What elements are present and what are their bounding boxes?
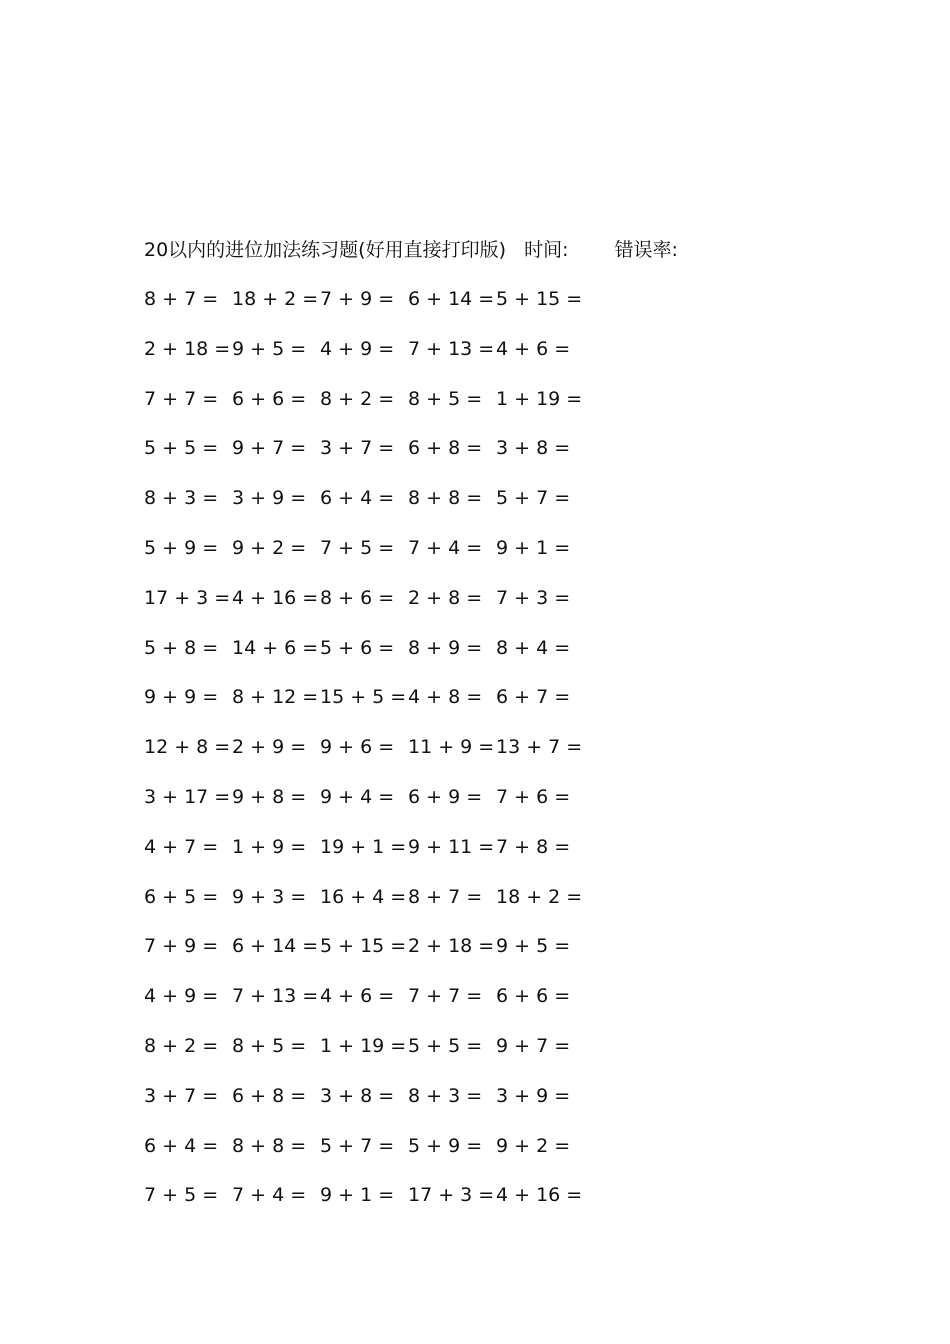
problem-cell: 7 + 13 = xyxy=(408,337,495,360)
problem-cell: 4 + 6 = xyxy=(496,337,571,360)
problem-cell: 7 + 5 = xyxy=(144,1184,219,1207)
problem-cell: 2 + 9 = xyxy=(232,736,307,759)
problem-cell: 4 + 9 = xyxy=(320,337,395,360)
problem-cell: 9 + 9 = xyxy=(144,686,219,709)
problem-cell: 5 + 7 = xyxy=(496,487,571,510)
problem-cell: 5 + 5 = xyxy=(144,437,219,460)
problem-cell: 18 + 2 = xyxy=(232,288,319,310)
problem-cell: 4 + 7 = xyxy=(144,835,219,858)
problem-cell: 9 + 3 = xyxy=(232,885,307,908)
problem-cell: 6 + 9 = xyxy=(408,785,483,808)
problem-cell: 1 + 9 = xyxy=(232,835,307,858)
problem-cell: 4 + 16 = xyxy=(496,1184,583,1207)
problem-cell: 9 + 1 = xyxy=(496,536,571,559)
problem-cell: 3 + 8 = xyxy=(496,437,571,460)
problem-cell: 8 + 2 = xyxy=(320,387,395,410)
problem-cell: 4 + 9 = xyxy=(144,985,219,1008)
problem-cell: 9 + 5 = xyxy=(232,337,307,360)
problem-cell: 7 + 8 = xyxy=(496,835,571,858)
problem-cell: 16 + 4 = xyxy=(320,885,407,908)
problem-cell: 3 + 7 = xyxy=(320,437,395,460)
problem-cell: 7 + 9 = xyxy=(144,935,219,958)
problem-cell: 6 + 7 = xyxy=(496,686,571,709)
problem-cell: 17 + 3 = xyxy=(408,1184,495,1207)
problem-row xyxy=(144,733,604,783)
problem-cell: 9 + 7 = xyxy=(232,437,307,460)
problem-row xyxy=(144,434,604,484)
problem-cell: 7 + 13 = xyxy=(232,985,319,1008)
problem-cell: 9 + 1 = xyxy=(320,1184,395,1207)
problem-cell: 8 + 12 = xyxy=(232,686,319,709)
problem-cell: 9 + 5 = xyxy=(496,935,571,958)
problem-cell: 5 + 15 = xyxy=(496,288,583,310)
problem-cell: 5 + 5 = xyxy=(408,1034,483,1057)
problem-cell: 4 + 16 = xyxy=(232,586,319,609)
problem-cell: 9 + 6 = xyxy=(320,736,395,759)
problem-cell: 1 + 19 = xyxy=(496,387,583,410)
problem-cell: 4 + 6 = xyxy=(320,985,395,1008)
problem-row xyxy=(144,833,604,883)
problem-row xyxy=(144,1181,604,1231)
problem-cell: 3 + 9 = xyxy=(496,1084,571,1107)
problem-cell: 15 + 5 = xyxy=(320,686,407,709)
problem-cell: 6 + 5 = xyxy=(144,885,219,908)
problem-row xyxy=(144,1132,604,1182)
problem-row xyxy=(144,1082,604,1132)
worksheet-title: 20以内的进位加法练习题(好用直接打印版) xyxy=(144,239,507,261)
problem-cell: 7 + 6 = xyxy=(496,785,571,808)
problem-cell: 6 + 4 = xyxy=(144,1134,219,1157)
problem-cell: 9 + 4 = xyxy=(320,785,395,808)
problem-cell: 11 + 9 = xyxy=(408,736,495,759)
problem-row xyxy=(144,932,604,982)
problem-cell: 9 + 8 = xyxy=(232,785,307,808)
problem-cell: 8 + 9 = xyxy=(408,636,483,659)
problem-cell: 8 + 3 = xyxy=(408,1084,483,1107)
problem-cell: 4 + 8 = xyxy=(408,686,483,709)
problem-cell: 5 + 9 = xyxy=(144,536,219,559)
problem-cell: 8 + 2 = xyxy=(144,1034,219,1057)
problem-row xyxy=(144,584,604,634)
time-label: 时间: xyxy=(524,239,569,261)
problem-cell: 14 + 6 = xyxy=(232,636,319,659)
problem-cell: 12 + 8 = xyxy=(144,736,231,759)
problem-cell: 8 + 7 = xyxy=(408,885,483,908)
problem-cell: 7 + 7 = xyxy=(144,387,219,410)
problem-cell: 2 + 18 = xyxy=(144,337,231,360)
problem-cell: 5 + 15 = xyxy=(320,935,407,958)
problem-cell: 7 + 3 = xyxy=(496,586,571,609)
problem-row xyxy=(144,883,604,933)
problem-cell: 6 + 14 = xyxy=(408,288,495,310)
problem-grid xyxy=(144,285,604,1231)
problem-cell: 9 + 2 = xyxy=(496,1134,571,1157)
problem-cell: 7 + 7 = xyxy=(408,985,483,1008)
problem-cell: 5 + 8 = xyxy=(144,636,219,659)
error-rate-label: 错误率: xyxy=(614,239,678,261)
problem-cell: 5 + 7 = xyxy=(320,1134,395,1157)
problem-cell: 9 + 11 = xyxy=(408,835,495,858)
problem-cell: 5 + 9 = xyxy=(408,1134,483,1157)
problem-cell: 7 + 9 = xyxy=(320,288,395,310)
problem-cell: 7 + 4 = xyxy=(232,1184,307,1207)
problem-cell: 8 + 5 = xyxy=(408,387,483,410)
problem-cell: 19 + 1 = xyxy=(320,835,407,858)
problem-cell: 8 + 8 = xyxy=(232,1134,307,1157)
problem-cell: 6 + 4 = xyxy=(320,487,395,510)
problem-cell: 17 + 3 = xyxy=(144,586,231,609)
problem-cell: 3 + 7 = xyxy=(144,1084,219,1107)
problem-cell: 9 + 7 = xyxy=(496,1034,571,1057)
problem-cell: 13 + 7 = xyxy=(496,736,583,759)
problem-cell: 3 + 9 = xyxy=(232,487,307,510)
problem-row xyxy=(144,683,604,733)
problem-cell: 8 + 8 = xyxy=(408,487,483,510)
problem-cell: 6 + 8 = xyxy=(408,437,483,460)
problem-row xyxy=(144,1032,604,1082)
problem-cell: 2 + 18 = xyxy=(408,935,495,958)
problem-cell: 1 + 19 = xyxy=(320,1034,407,1057)
problem-cell: 3 + 8 = xyxy=(320,1084,395,1107)
problem-cell: 2 + 8 = xyxy=(408,586,483,609)
problem-cell: 3 + 17 = xyxy=(144,785,231,808)
problem-row xyxy=(144,484,604,534)
problem-cell: 8 + 6 = xyxy=(320,586,395,609)
problem-cell: 18 + 2 = xyxy=(496,885,583,908)
problem-cell: 8 + 5 = xyxy=(232,1034,307,1057)
problem-cell: 6 + 8 = xyxy=(232,1084,307,1107)
problem-cell: 5 + 6 = xyxy=(320,636,395,659)
problem-cell: 6 + 6 = xyxy=(496,985,571,1008)
problem-cell: 6 + 14 = xyxy=(232,935,319,958)
problem-row xyxy=(144,385,604,435)
problem-row xyxy=(144,982,604,1032)
problem-row xyxy=(144,634,604,684)
problem-cell: 9 + 2 = xyxy=(232,536,307,559)
problem-cell: 7 + 4 = xyxy=(408,536,483,559)
problem-row xyxy=(144,783,604,833)
problem-row xyxy=(144,534,604,584)
problem-cell: 8 + 4 = xyxy=(496,636,571,659)
problem-cell: 7 + 5 = xyxy=(320,536,395,559)
problem-row xyxy=(144,335,604,385)
problem-cell: 6 + 6 = xyxy=(232,387,307,410)
problem-cell: 8 + 7 = xyxy=(144,288,219,310)
problem-row xyxy=(144,285,604,335)
problem-cell: 8 + 3 = xyxy=(144,487,219,510)
worksheet-header xyxy=(144,236,678,264)
